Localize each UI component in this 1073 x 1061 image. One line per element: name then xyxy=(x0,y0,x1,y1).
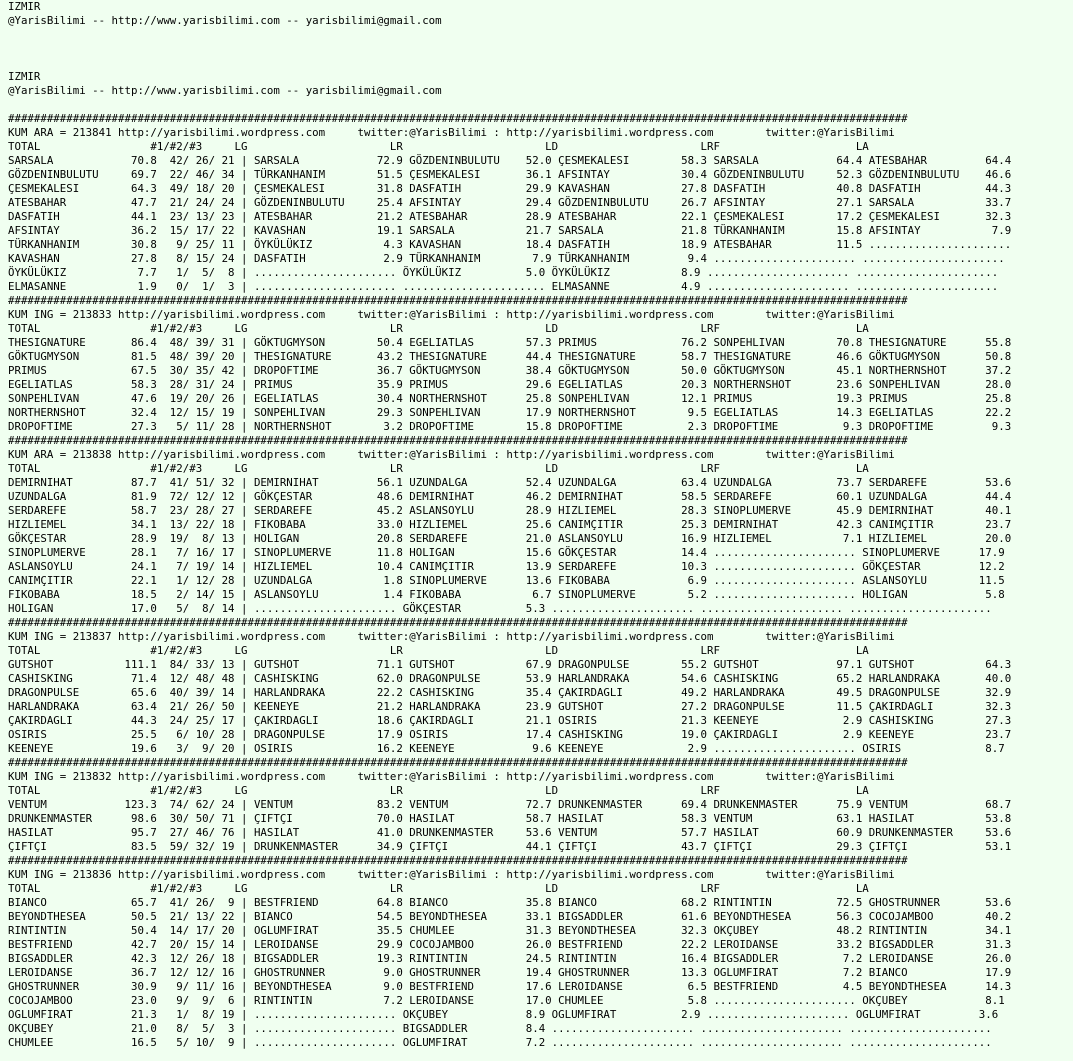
race-title: KUM ING = 213833 http://yarisbilimi.wordpress.com twitter:@YarisBilimi : http://yarisbilimi.wordpress.com twitter:@YarisBilimi xyxy=(8,308,895,321)
table-row: SERDAREFE 58.7 23/ 28/ 27 | SERDAREFE 45.2 ASLANSOYLU 28.9 HIZLIEMEL 28.3 SINOPLUMERVE 45.9 DEMIRNIHAT 40.1 xyxy=(8,504,1012,517)
table-row: EGELIATLAS 58.3 28/ 31/ 24 | PRIMUS 35.9 PRIMUS 29.6 EGELIATLAS 20.3 NORTHERNSHOT 23.6 SONPEHLIVAN 28.0 xyxy=(8,378,1012,391)
table-row: KAVASHAN 27.8 8/ 15/ 24 | DASFATIH 2.9 TÜRKANHANIM 7.9 TÜRKANHANIM 9.4 ...................... ...................... xyxy=(8,252,1005,265)
columns-header: TOTAL #1/#2/#3 LG LR LD LRF LA xyxy=(8,784,869,797)
blank-line xyxy=(8,42,1073,56)
table-row: SINOPLUMERVE 28.1 7/ 16/ 17 | SINOPLUMERVE 11.8 HOLIGAN 15.6 GÖKÇESTAR 14.4 ...................... SINOPLUMERVE 17.9 xyxy=(8,546,1005,559)
table-row: UZUNDALGA 81.9 72/ 12/ 12 | GÖKÇESTAR 48.6 DEMIRNIHAT 46.2 DEMIRNIHAT 58.5 SERDAREFE 60.1 UZUNDALGA 44.4 xyxy=(8,490,1012,503)
columns-header: TOTAL #1/#2/#3 LG LR LD LRF LA xyxy=(8,462,869,475)
table-row: BESTFRIEND 42.7 20/ 15/ 14 | LEROIDANSE 29.9 COCOJAMBOO 26.0 BESTFRIEND 22.2 LEROIDANSE 33.2 BIGSADDLER 31.3 xyxy=(8,938,1012,951)
table-row: HASILAT 95.7 27/ 46/ 76 | HASILAT 41.0 DRUNKENMASTER 53.6 VENTUM 57.7 HASILAT 60.9 DRUNKENMASTER 53.6 xyxy=(8,826,1012,839)
race-section xyxy=(8,112,1073,294)
race-section xyxy=(8,434,1073,616)
table-row: OSIRIS 25.5 6/ 10/ 28 | DRAGONPULSE 17.9 OSIRIS 17.4 CASHISKING 19.0 ÇAKIRDAGLI 2.9 KEENEYE 23.7 xyxy=(8,728,1012,741)
contact-line: @YarisBilimi -- http://www.yarisbilimi.com -- yarisbilimi@gmail.com xyxy=(8,84,442,97)
table-row: CASHISKING 71.4 12/ 48/ 48 | CASHISKING 62.0 DRAGONPULSE 53.9 HARLANDRAKA 54.6 CASHISKING 65.2 HARLANDRAKA 40.0 xyxy=(8,672,1012,685)
separator-line: ########################################################################################################################################### xyxy=(8,112,908,125)
table-row: DROPOFTIME 27.3 5/ 11/ 28 | NORTHERNSHOT 3.2 DROPOFTIME 15.8 DROPOFTIME 2.3 DROPOFTIME 9.3 DROPOFTIME 9.3 xyxy=(8,420,1012,433)
table-row: GÖKTUGMYSON 81.5 48/ 39/ 20 | THESIGNATURE 43.2 THESIGNATURE 44.4 THESIGNATURE 58.7 THESIGNATURE 46.6 GÖKTUGMYSON 50.8 xyxy=(8,350,1012,363)
separator-line: ########################################################################################################################################### xyxy=(8,616,908,629)
table-row: CANIMÇITIR 22.1 1/ 12/ 28 | UZUNDALGA 1.8 SINOPLUMERVE 13.6 FIKOBABA 6.9 ...................... ASLANSOYLU 11.5 xyxy=(8,574,1005,587)
table-row: BIANCO 65.7 41/ 26/ 9 | BESTFRIEND 64.8 BIANCO 35.8 BIANCO 68.2 RINTINTIN 72.5 GHOSTRUNNER 53.6 xyxy=(8,896,1012,909)
race-section xyxy=(8,616,1073,756)
table-row: AFSINTAY 36.2 15/ 17/ 22 | KAVASHAN 19.1 SARSALA 21.7 SARSALA 21.8 TÜRKANHANIM 15.8 AFSINTAY 7.9 xyxy=(8,224,1012,237)
table-row: GUTSHOT 111.1 84/ 33/ 13 | GUTSHOT 71.1 GUTSHOT 67.9 DRAGONPULSE 55.2 GUTSHOT 97.1 GUTSHOT 64.3 xyxy=(8,658,1012,671)
table-row: OKÇUBEY 21.0 8/ 5/ 3 | ...................... BIGSADDLER 8.4 ...................... ...................... ...................... xyxy=(8,1022,992,1035)
table-row: TÜRKANHANIM 30.8 9/ 25/ 11 | ÖYKÜLÜKIZ 4.3 KAVASHAN 18.4 DASFATIH 18.9 ATESBAHAR 11.5 ...................... xyxy=(8,238,1012,251)
race-title: KUM ARA = 213838 http://yarisbilimi.wordpress.com twitter:@YarisBilimi : http://yarisbilimi.wordpress.com twitter:@YarisBilimi xyxy=(8,448,895,461)
columns-header: TOTAL #1/#2/#3 LG LR LD LRF LA xyxy=(8,644,869,657)
race-sections xyxy=(8,112,1073,1050)
city-title: IZMIR xyxy=(8,70,41,83)
blank-line xyxy=(8,56,1073,70)
table-row: SARSALA 70.8 42/ 26/ 21 | SARSALA 72.9 GÖZDENINBULUTU 52.0 ÇESMEKALESI 58.3 SARSALA 64.4 ATESBAHAR 64.4 xyxy=(8,154,1012,167)
table-row: FIKOBABA 18.5 2/ 14/ 15 | ASLANSOYLU 1.4 FIKOBABA 6.7 SINOPLUMERVE 5.2 ...................... HOLIGAN 5.8 xyxy=(8,588,1005,601)
table-row: DASFATIH 44.1 23/ 13/ 23 | ATESBAHAR 21.2 ATESBAHAR 28.9 ATESBAHAR 22.1 ÇESMEKALESI 17.2 ÇESMEKALESI 32.3 xyxy=(8,210,1012,223)
race-title: KUM ING = 213837 http://yarisbilimi.wordpress.com twitter:@YarisBilimi : http://yarisbilimi.wordpress.com twitter:@YarisBilimi xyxy=(8,630,895,643)
columns-header: TOTAL #1/#2/#3 LG LR LD LRF LA xyxy=(8,322,869,335)
race-title: KUM ING = 213832 http://yarisbilimi.wordpress.com twitter:@YarisBilimi : http://yarisbilimi.wordpress.com twitter:@YarisBilimi xyxy=(8,770,895,783)
table-row: HOLIGAN 17.0 5/ 8/ 14 | ...................... GÖKÇESTAR 5.3 ...................... ...................... ...................... xyxy=(8,602,992,615)
race-title: KUM ARA = 213841 http://yarisbilimi.wordpress.com twitter:@YarisBilimi : http://yarisbilimi.wordpress.com twitter:@YarisBilimi xyxy=(8,126,895,139)
table-row: SONPEHLIVAN 47.6 19/ 20/ 26 | EGELIATLAS 30.4 NORTHERNSHOT 25.8 SONPEHLIVAN 12.1 PRIMUS 19.3 PRIMUS 25.8 xyxy=(8,392,1012,405)
blank-line xyxy=(8,28,1073,42)
table-row: CHUMLEE 16.5 5/ 10/ 9 | ...................... OGLUMFIRAT 7.2 ...................... ...................... ...................... xyxy=(8,1036,992,1049)
city-title: IZMIR xyxy=(8,0,41,13)
table-row: KEENEYE 19.6 3/ 9/ 20 | OSIRIS 16.2 KEENEYE 9.6 KEENEYE 2.9 ...................... OSIRIS 8.7 xyxy=(8,742,1005,755)
table-row: OGLUMFIRAT 21.3 1/ 8/ 19 | ...................... OKÇUBEY 8.9 OGLUMFIRAT 2.9 ...................... OGLUMFIRAT 3.6 xyxy=(8,1008,999,1021)
table-row: ÖYKÜLÜKIZ 7.7 1/ 5/ 8 | ...................... ÖYKÜLÜKIZ 5.0 ÖYKÜLÜKIZ 8.9 ...................... ...................... xyxy=(8,266,999,279)
table-row: DRAGONPULSE 65.6 40/ 39/ 14 | HARLANDRAKA 22.2 CASHISKING 35.4 ÇAKIRDAGLI 49.2 HARLANDRAKA 49.5 DRAGONPULSE 32.9 xyxy=(8,686,1012,699)
table-row: BIGSADDLER 42.3 12/ 26/ 18 | BIGSADDLER 19.3 RINTINTIN 24.5 RINTINTIN 16.4 BIGSADDLER 7.2 LEROIDANSE 26.0 xyxy=(8,952,1012,965)
table-row: PRIMUS 67.5 30/ 35/ 42 | DROPOFTIME 36.7 GÖKTUGMYSON 38.4 GÖKTUGMYSON 50.0 GÖKTUGMYSON 45.1 NORTHERNSHOT 37.2 xyxy=(8,364,1012,377)
table-row: RINTINTIN 50.4 14/ 17/ 20 | OGLUMFIRAT 35.5 CHUMLEE 31.3 BEYONDTHESEA 32.3 OKÇUBEY 48.2 RINTINTIN 34.1 xyxy=(8,924,1012,937)
table-row: DRUNKENMASTER 98.6 30/ 50/ 71 | ÇIFTÇI 70.0 HASILAT 58.7 HASILAT 58.3 VENTUM 63.1 HASILAT 53.8 xyxy=(8,812,1012,825)
race-title: KUM ING = 213836 http://yarisbilimi.wordpress.com twitter:@YarisBilimi : http://yarisbilimi.wordpress.com twitter:@YarisBilimi xyxy=(8,868,895,881)
blank-line xyxy=(8,98,1073,112)
separator-line: ########################################################################################################################################### xyxy=(8,434,908,447)
table-row: LEROIDANSE 36.7 12/ 12/ 16 | GHOSTRUNNER 9.0 GHOSTRUNNER 19.4 GHOSTRUNNER 13.3 OGLUMFIRAT 7.2 BIANCO 17.9 xyxy=(8,966,1012,979)
table-row: ATESBAHAR 47.7 21/ 24/ 24 | GÖZDENINBULUTU 25.4 AFSINTAY 29.4 GÖZDENINBULUTU 26.7 AFSINTAY 27.1 SARSALA 33.7 xyxy=(8,196,1012,209)
table-row: THESIGNATURE 86.4 48/ 39/ 31 | GÖKTUGMYSON 50.4 EGELIATLAS 57.3 PRIMUS 76.2 SONPEHLIVAN 70.8 THESIGNATURE 55.8 xyxy=(8,336,1012,349)
table-row: GÖKÇESTAR 28.9 19/ 8/ 13 | HOLIGAN 20.8 SERDAREFE 21.0 ASLANSOYLU 16.9 HIZLIEMEL 7.1 HIZLIEMEL 20.0 xyxy=(8,532,1012,545)
contact-line: @YarisBilimi -- http://www.yarisbilimi.com -- yarisbilimi@gmail.com xyxy=(8,14,442,27)
table-row: GÖZDENINBULUTU 69.7 22/ 46/ 34 | TÜRKANHANIM 51.5 ÇESMEKALESI 36.1 AFSINTAY 30.4 GÖZDENINBULUTU 52.3 GÖZDENINBULUTU 46.6 xyxy=(8,168,1012,181)
table-row: VENTUM 123.3 74/ 62/ 24 | VENTUM 83.2 VENTUM 72.7 DRUNKENMASTER 69.4 DRUNKENMASTER 75.9 VENTUM 68.7 xyxy=(8,798,1012,811)
table-row: HIZLIEMEL 34.1 13/ 22/ 18 | FIKOBABA 33.0 HIZLIEMEL 25.6 CANIMÇITIR 25.3 DEMIRNIHAT 42.3 CANIMÇITIR 23.7 xyxy=(8,518,1012,531)
race-section xyxy=(8,294,1073,434)
table-row: HARLANDRAKA 63.4 21/ 26/ 50 | KEENEYE 21.2 HARLANDRAKA 23.9 GUTSHOT 27.2 DRAGONPULSE 11.5 ÇAKIRDAGLI 32.3 xyxy=(8,700,1012,713)
separator-line: ########################################################################################################################################### xyxy=(8,854,908,867)
table-row: ÇESMEKALESI 64.3 49/ 18/ 20 | ÇESMEKALESI 31.8 DASFATIH 29.9 KAVASHAN 27.8 DASFATIH 40.8 DASFATIH 44.3 xyxy=(8,182,1012,195)
table-row: GHOSTRUNNER 30.9 9/ 11/ 16 | BEYONDTHESEA 9.0 BESTFRIEND 17.6 LEROIDANSE 6.5 BESTFRIEND 4.5 BEYONDTHESEA 14.3 xyxy=(8,980,1012,993)
columns-header: TOTAL #1/#2/#3 LG LR LD LRF LA xyxy=(8,140,869,153)
race-section xyxy=(8,854,1073,1050)
separator-line: ########################################################################################################################################### xyxy=(8,756,908,769)
table-row: ASLANSOYLU 24.1 7/ 19/ 14 | HIZLIEMEL 10.4 CANIMÇITIR 13.9 SERDAREFE 10.3 ...................... GÖKÇESTAR 12.2 xyxy=(8,560,1005,573)
columns-header: TOTAL #1/#2/#3 LG LR LD LRF LA xyxy=(8,882,869,895)
race-section xyxy=(8,756,1073,854)
table-row: DEMIRNIHAT 87.7 41/ 51/ 32 | DEMIRNIHAT 56.1 UZUNDALGA 52.4 UZUNDALGA 63.4 UZUNDALGA 73.7 SERDAREFE 53.6 xyxy=(8,476,1012,489)
table-row: COCOJAMBOO 23.0 9/ 9/ 6 | RINTINTIN 7.2 LEROIDANSE 17.0 CHUMLEE 5.8 ...................... OKÇUBEY 8.1 xyxy=(8,994,1005,1007)
table-row: ÇAKIRDAGLI 44.3 24/ 25/ 17 | ÇAKIRDAGLI 18.6 ÇAKIRDAGLI 21.1 OSIRIS 21.3 KEENEYE 2.9 CASHISKING 27.3 xyxy=(8,714,1012,727)
table-row: NORTHERNSHOT 32.4 12/ 15/ 19 | SONPEHLIVAN 29.3 SONPEHLIVAN 17.9 NORTHERNSHOT 9.5 EGELIATLAS 14.3 EGELIATLAS 22.2 xyxy=(8,406,1012,419)
table-row: ELMASANNE 1.9 0/ 1/ 3 | ...................... ...................... ELMASANNE 4.9 ...................... ...................... xyxy=(8,280,999,293)
table-row: BEYONDTHESEA 50.5 21/ 13/ 22 | BIANCO 54.5 BEYONDTHESEA 33.1 BIGSADDLER 61.6 BEYONDTHESEA 56.3 COCOJAMBOO 40.2 xyxy=(8,910,1012,923)
table-row: ÇIFTÇI 83.5 59/ 32/ 19 | DRUNKENMASTER 34.9 ÇIFTÇI 44.1 ÇIFTÇI 43.7 ÇIFTÇI 29.3 ÇIFTÇI 53.1 xyxy=(8,840,1012,853)
separator-line: ########################################################################################################################################### xyxy=(8,294,908,307)
